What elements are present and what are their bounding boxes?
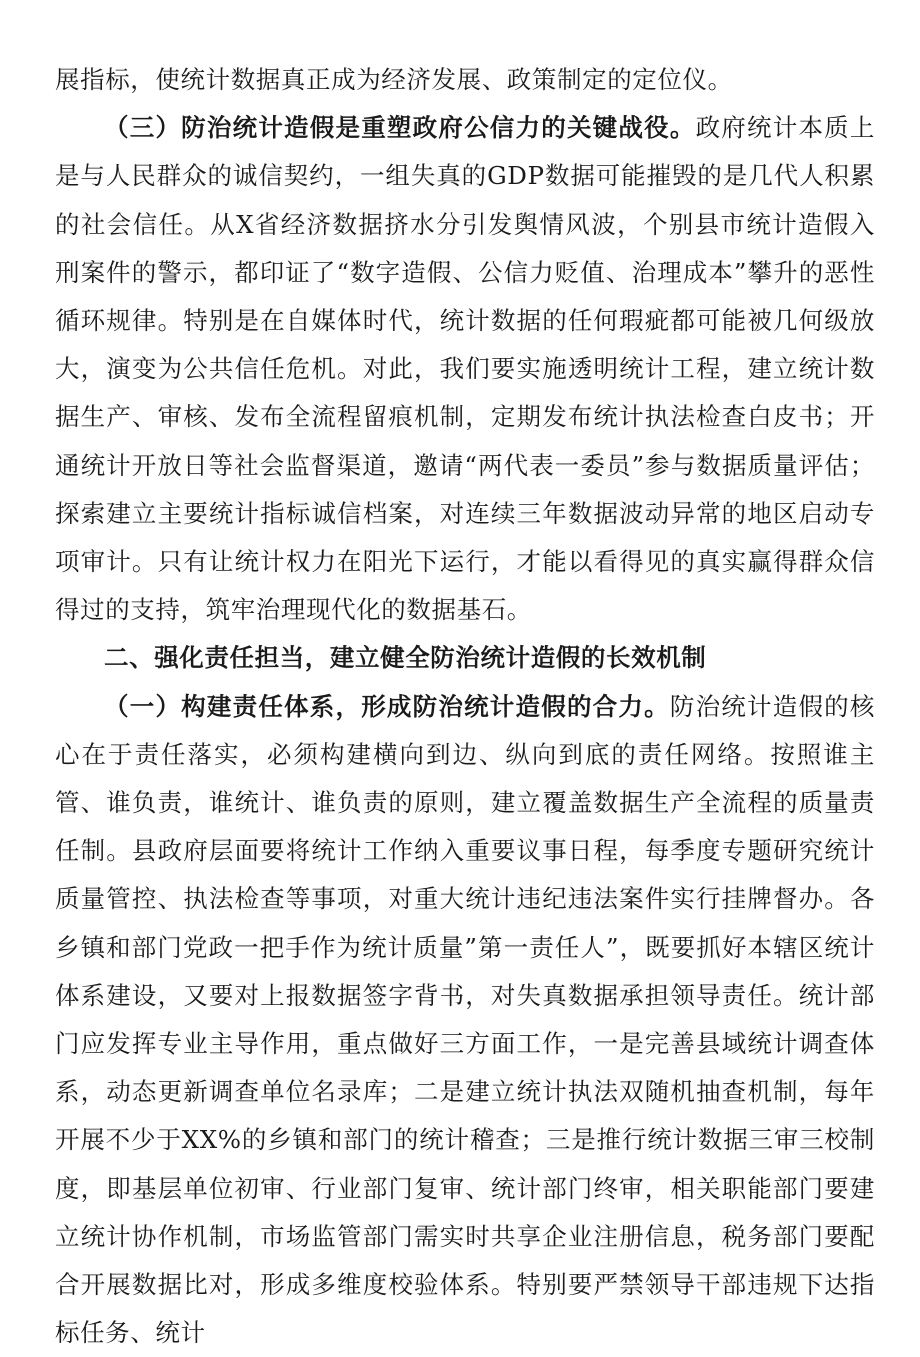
- paragraph-text: 展指标，使统计数据真正成为经济发展、政策制定的定位仪。: [55, 65, 733, 94]
- section-heading: 二、强化责任担当，建立健全防治统计造假的长效机制: [104, 643, 707, 673]
- paragraph-text: 政府统计本质上是与人民群众的诚信契约，一组失真的GDP数据可能摧毁的是几代人积累的社会信任。从X省经济数据挤水分引发舆情风波，个别县市统计造假入刑案件的警示，都印证了“数字造假、公信力贬值、治理成本”攀升的恶性循环规律。特别是在自媒体时代，统计数据的任何瑕疵都可能被几何级放大，演变为公共信任危机。对此，我们要实施透明统计工程，建立统计数据生产、审核、发布全流程留痕机制，定期发布统计执法检查白皮书；开通统计开放日等社会监督渠道，邀请“两代表一委员”参与数据质量评估；探索建立主要统计指标诚信档案，对连续三年数据波动异常的地区启动专项审计。只有让统计权力在阳光下运行，才能以看得见的真实赢得群众信得过的支持，筑牢治理现代化的数据基石。: [55, 113, 875, 625]
- subsection-one-paragraph: [55, 683, 875, 1357]
- paragraph-text: 防治统计造假的核心在于责任落实，必须构建横向到边、纵向到底的责任网络。按照谁主管、谁负责，谁统计、谁负责的原则，建立覆盖数据生产全流程的质量责任制。县政府层面要将统计工作纳入重要议事日程，每季度专题研究统计质量管控、执法检查等事项，对重大统计违纪违法案件实行挂牌督办。各乡镇和部门党政一把手作为统计质量”第一责任人”，既要抓好本辖区统计体系建设，又要对上报数据签字背书，对失真数据承担领导责任。统计部门应发挥专业主导作用，重点做好三方面工作，一是完善县域统计调查体系，动态更新调查单位名录库；二是建立统计执法双随机抽查机制，每年开展不少于XX%的乡镇和部门的统计稽查；三是推行统计数据三审三校制度，即基层单位初审、行业部门复审、统计部门终审，相关职能部门要建立统计协作机制，市场监管部门需实时共享企业注册信息，税务部门要配合开展数据比对，形成多维度校验体系。特别要严禁领导干部违规下达指标任务、统计: [55, 691, 875, 1348]
- subsection-three-paragraph: [55, 104, 875, 634]
- subsection-lead: （三）防治统计造假是重塑政府公信力的关键战役。: [104, 113, 696, 143]
- document-body: [55, 56, 875, 1357]
- continuation-paragraph: [55, 56, 875, 104]
- subsection-lead: （一）构建责任体系，形成防治统计造假的合力。: [104, 691, 670, 721]
